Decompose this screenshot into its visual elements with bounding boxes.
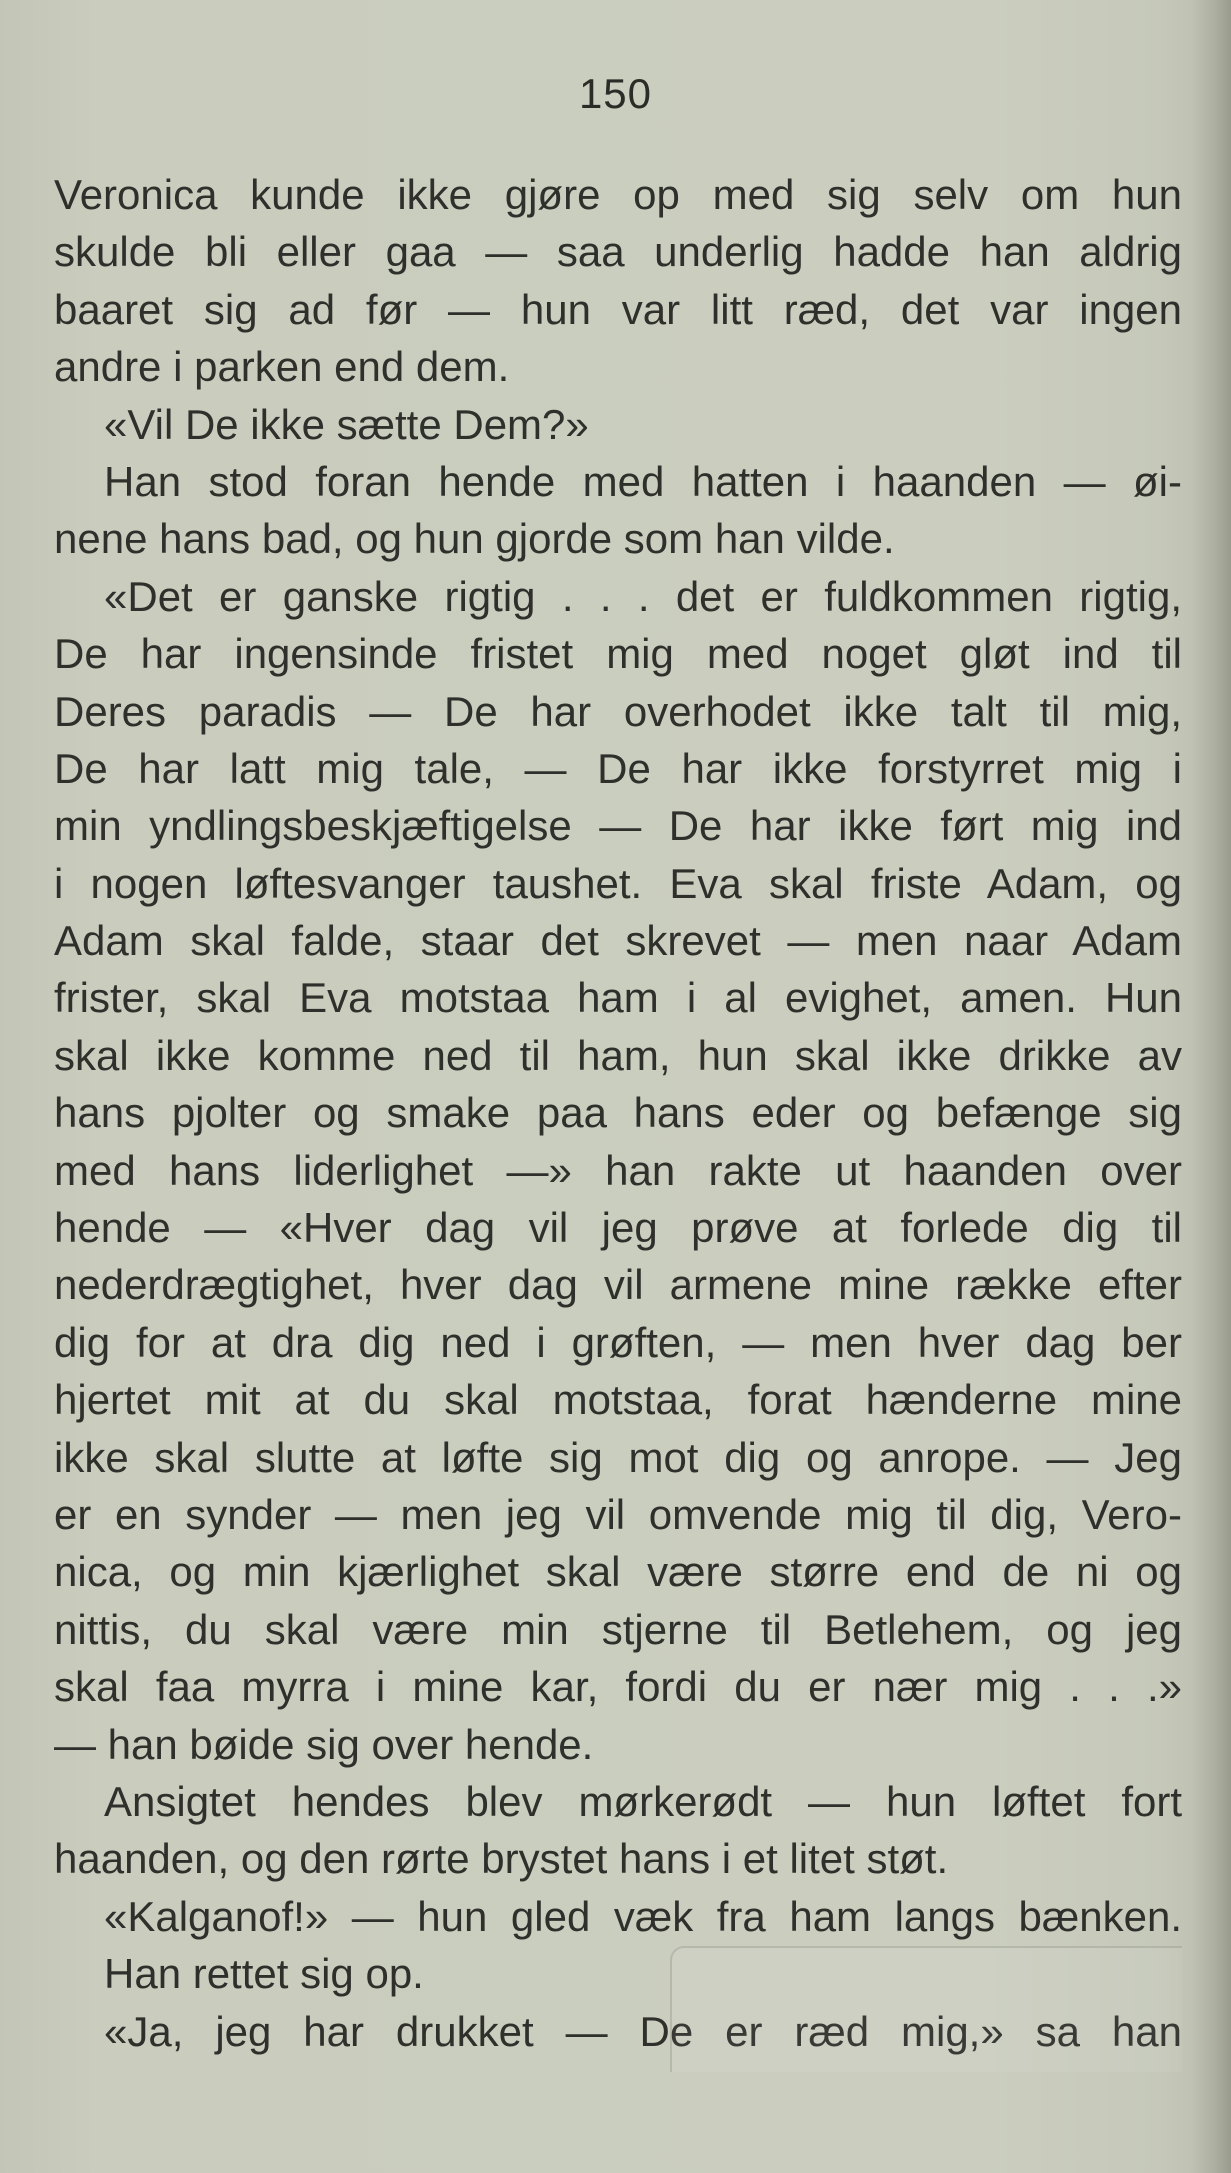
paper-strip-overlay — [670, 1946, 1182, 2072]
text-line: nica, og min kjærlighet skal være større end de ni og — [54, 1548, 1182, 1596]
text-line: nittis, du skal være min stjerne til Betlehem, og jeg — [54, 1605, 1182, 1653]
text-line: Adam skal falde, staar det skrevet — men naar Adam — [54, 917, 1182, 965]
text-line: Han stod foran hende med hatten i haanden — øi- — [104, 457, 1182, 505]
text-line: Han rettet sig op. — [104, 1950, 424, 1998]
text-line: hans pjolter og smake paa hans eder og befænge sig — [54, 1089, 1182, 1137]
text-line: «Det er ganske rigtig . . . det er fuldkommen rigtig, — [104, 572, 1182, 620]
text-line: med hans liderlighet —» han rakte ut haanden over — [54, 1146, 1182, 1194]
text-line: er en synder — men jeg vil omvende mig til dig, Vero- — [54, 1490, 1182, 1538]
text-line: hjertet mit at du skal motstaa, forat hænderne mine — [54, 1376, 1182, 1424]
text-line: nene hans bad, og hun gjorde som han vilde. — [54, 515, 895, 563]
text-line: skal ikke komme ned til ham, hun skal ikke drikke av — [54, 1031, 1182, 1079]
text-line: skulde bli eller gaa — saa underlig hadde han aldrig — [54, 228, 1182, 276]
text-line: Veronica kunde ikke gjøre op med sig selv om hun — [54, 171, 1182, 218]
text-line: dig for at dra dig ned i grøften, — men hver dag ber — [54, 1318, 1182, 1366]
text-line: De har ingensinde fristet mig med noget gløt ind til — [54, 630, 1182, 678]
text-line: — han bøide sig over hende. — [54, 1720, 594, 1768]
text-line: baaret sig ad før — hun var litt ræd, det var ingen — [54, 285, 1182, 333]
text-line: skal faa myrra i mine kar, fordi du er nær mig . . .» — [54, 1663, 1182, 1711]
text-line: min yndlingsbeskjæftigelse — De har ikke ført mig ind — [54, 802, 1182, 850]
page-body-text — [54, 166, 1182, 2060]
page-number: 150 — [578, 70, 653, 117]
text-line: nederdrægtighet, hver dag vil armene mine række efter — [54, 1261, 1182, 1309]
text-line: Deres paradis — De har overhodet ikke talt til mig, — [54, 687, 1182, 735]
text-line: De har latt mig tale, — De har ikke forstyrret mig i — [54, 744, 1182, 792]
page-spine-shadow — [1191, 0, 1231, 2173]
text-line: hende — «Hver dag vil jeg prøve at forlede dig til — [54, 1204, 1182, 1252]
text-line: «Ja, jeg har drukket — De er ræd mig,» sa han — [104, 2007, 1182, 2055]
text-line: haanden, og den rørte brystet hans i et litet støt. — [54, 1835, 949, 1883]
text-line: frister, skal Eva motstaa ham i al evighet, amen. Hun — [54, 974, 1182, 1022]
text-line: ikke skal slutte at løfte sig mot dig og anrope. — Jeg — [54, 1433, 1182, 1481]
text-line: «Kalganof!» — hun gled væk fra ham langs bænken. — [104, 1892, 1182, 1940]
text-line: Ansigtet hendes blev mørkerødt — hun løftet fort — [104, 1777, 1182, 1825]
text-line: «Vil De ikke sætte Dem?» — [104, 400, 589, 448]
text-line: i nogen løftesvanger taushet. Eva skal friste Adam, og — [54, 859, 1182, 907]
text-line: andre i parken end dem. — [54, 343, 510, 391]
